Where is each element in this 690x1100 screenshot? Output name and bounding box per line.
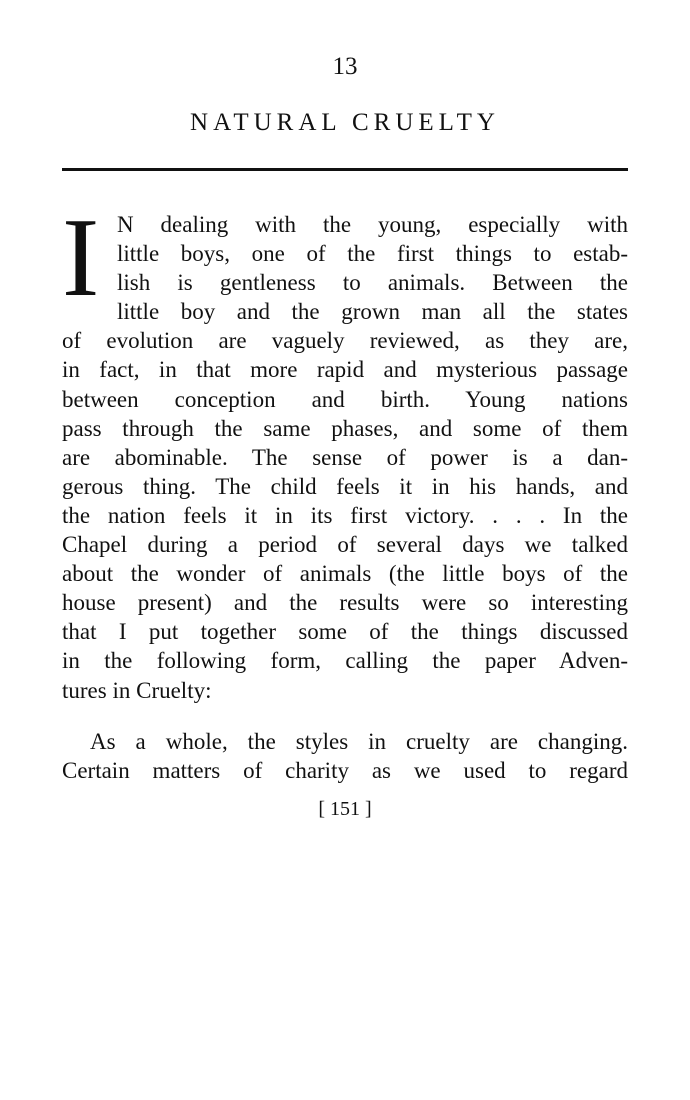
text-line: gerous thing. The child feels it in his hands, and [62, 473, 628, 499]
text-line: pass through the same phases, and some of them [62, 415, 628, 441]
text-line: about the wonder of animals (the little boys of the [62, 561, 628, 587]
text-line: tures in Cruelty: [62, 677, 212, 703]
text-line: of evolution are vaguely reviewed, as they are, [62, 328, 628, 354]
text-line: the nation feels it in its first victory. . . . In the [62, 502, 628, 528]
chapter-body [62, 196, 628, 785]
text-line: N dealing with the young, especially with [117, 212, 628, 237]
text-line: are abominable. The sense of power is a dan- [62, 444, 628, 470]
text-line: in the following form, calling the paper Adven- [62, 648, 628, 674]
title-rule [62, 168, 628, 171]
text-line: Certain matters of charity as we used to regard [62, 757, 628, 783]
text-line: in fact, in that more rapid and mysterious passage [62, 357, 628, 383]
page-number: [ 151 ] [318, 798, 372, 820]
paragraph-gap [62, 705, 628, 727]
chapter-title: NATURAL CRUELTY [190, 109, 500, 136]
text-line: that I put together some of the things discussed [62, 619, 628, 645]
text-line: lish is gentleness to animals. Between the [117, 270, 628, 296]
text-line: Chapel during a period of several days we talked [62, 532, 628, 558]
text-line: between conception and birth. Young nations [62, 386, 628, 412]
text-line: As a whole, the styles in cruelty are changing. [90, 728, 628, 754]
text-line: little boys, one of the first things to estab- [117, 241, 628, 267]
drop-cap: I [62, 196, 100, 320]
text-line: little boy and the grown man all the states [117, 299, 628, 325]
chapter-number: 13 [332, 53, 358, 80]
text-line: house present) and the results were so interesting [62, 590, 628, 616]
